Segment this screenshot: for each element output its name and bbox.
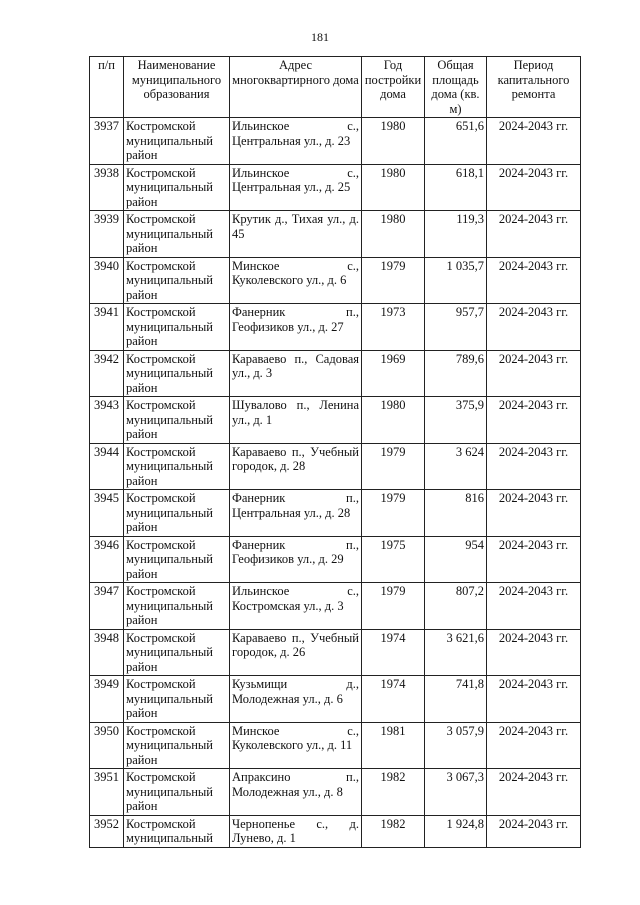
cell-address: Ильинское с., Центральная ул., д. 25 bbox=[230, 164, 362, 211]
cell-year: 1979 bbox=[362, 257, 425, 304]
header-municipality: Наименование муниципального образования bbox=[124, 57, 230, 118]
cell-period: 2024-2043 гг. bbox=[487, 443, 581, 490]
cell-address: Шувалово п., Ленина ул., д. 1 bbox=[230, 397, 362, 444]
table-row bbox=[90, 815, 581, 847]
table-row bbox=[90, 583, 581, 630]
cell-num: 3950 bbox=[90, 722, 124, 769]
table-row bbox=[90, 769, 581, 816]
cell-num: 3948 bbox=[90, 629, 124, 676]
cell-address: Ильинское с., Костромская ул., д. 3 bbox=[230, 583, 362, 630]
cell-address: Минское с., Куколевского ул., д. 6 bbox=[230, 257, 362, 304]
cell-num: 3940 bbox=[90, 257, 124, 304]
cell-period: 2024-2043 гг. bbox=[487, 350, 581, 397]
cell-period: 2024-2043 гг. bbox=[487, 629, 581, 676]
cell-area: 1 924,8 bbox=[425, 815, 487, 847]
cell-municipality: Костромской муниципальный район bbox=[124, 769, 230, 816]
cell-year: 1980 bbox=[362, 164, 425, 211]
cell-municipality: Костромской муниципальный район bbox=[124, 676, 230, 723]
page-number: 181 bbox=[311, 30, 329, 44]
cell-address: Фанерник п., Геофизиков ул., д. 27 bbox=[230, 304, 362, 351]
table-row bbox=[90, 629, 581, 676]
table-row bbox=[90, 536, 581, 583]
cell-num: 3945 bbox=[90, 490, 124, 537]
cell-year: 1980 bbox=[362, 397, 425, 444]
cell-address: Фанерник п., Центральная ул., д. 28 bbox=[230, 490, 362, 537]
table-row bbox=[90, 722, 581, 769]
cell-address: Фанерник п., Геофизиков ул., д. 29 bbox=[230, 536, 362, 583]
cell-period: 2024-2043 гг. bbox=[487, 722, 581, 769]
table-row bbox=[90, 676, 581, 723]
cell-num: 3946 bbox=[90, 536, 124, 583]
cell-area: 1 035,7 bbox=[425, 257, 487, 304]
cell-area: 816 bbox=[425, 490, 487, 537]
cell-municipality: Костромской муниципальный район bbox=[124, 211, 230, 258]
cell-period: 2024-2043 гг. bbox=[487, 211, 581, 258]
cell-num: 3938 bbox=[90, 164, 124, 211]
table-row bbox=[90, 397, 581, 444]
header-address: Адрес многоквартирного дома bbox=[230, 57, 362, 118]
cell-period: 2024-2043 гг. bbox=[487, 397, 581, 444]
cell-municipality: Костромской муниципальный район bbox=[124, 118, 230, 165]
cell-address: Крутик д., Тихая ул., д. 45 bbox=[230, 211, 362, 258]
cell-area: 957,7 bbox=[425, 304, 487, 351]
cell-address: Апраксино п., Молодежная ул., д. 8 bbox=[230, 769, 362, 816]
cell-municipality: Костромской муниципальный район bbox=[124, 583, 230, 630]
cell-num: 3947 bbox=[90, 583, 124, 630]
cell-year: 1969 bbox=[362, 350, 425, 397]
cell-num: 3937 bbox=[90, 118, 124, 165]
cell-address: Ильинское с., Центральная ул., д. 23 bbox=[230, 118, 362, 165]
cell-year: 1975 bbox=[362, 536, 425, 583]
table-row bbox=[90, 211, 581, 258]
cell-period: 2024-2043 гг. bbox=[487, 536, 581, 583]
cell-municipality: Костромской муниципальный район bbox=[124, 722, 230, 769]
cell-year: 1980 bbox=[362, 211, 425, 258]
header-period: Период капитального ремонта bbox=[487, 57, 581, 118]
cell-municipality: Костромской муниципальный район bbox=[124, 490, 230, 537]
cell-area: 3 067,3 bbox=[425, 769, 487, 816]
cell-address: Караваево п., Учебный городок, д. 28 bbox=[230, 443, 362, 490]
cell-year: 1981 bbox=[362, 722, 425, 769]
cell-address: Караваево п., Учебный городок, д. 26 bbox=[230, 629, 362, 676]
cell-num: 3952 bbox=[90, 815, 124, 847]
cell-year: 1979 bbox=[362, 583, 425, 630]
cell-municipality: Костромской муниципальный район bbox=[124, 397, 230, 444]
cell-municipality: Костромской муниципальный район bbox=[124, 257, 230, 304]
cell-year: 1982 bbox=[362, 815, 425, 847]
cell-area: 954 bbox=[425, 536, 487, 583]
cell-year: 1982 bbox=[362, 769, 425, 816]
cell-num: 3949 bbox=[90, 676, 124, 723]
cell-period: 2024-2043 гг. bbox=[487, 583, 581, 630]
cell-address: Кузьмищи д., Молодежная ул., д. 6 bbox=[230, 676, 362, 723]
cell-period: 2024-2043 гг. bbox=[487, 676, 581, 723]
cell-year: 1979 bbox=[362, 490, 425, 537]
cell-year: 1979 bbox=[362, 443, 425, 490]
header-num: п/п bbox=[90, 57, 124, 118]
cell-municipality: Костромской муниципальный район bbox=[124, 443, 230, 490]
cell-num: 3943 bbox=[90, 397, 124, 444]
cell-area: 119,3 bbox=[425, 211, 487, 258]
table-row bbox=[90, 257, 581, 304]
cell-period: 2024-2043 гг. bbox=[487, 490, 581, 537]
header-area: Общая площадь дома (кв. м) bbox=[425, 57, 487, 118]
cell-address: Минское с., Куколевского ул., д. 11 bbox=[230, 722, 362, 769]
cell-year: 1973 bbox=[362, 304, 425, 351]
cell-municipality: Костромской муниципальный район bbox=[124, 536, 230, 583]
cell-num: 3942 bbox=[90, 350, 124, 397]
cell-period: 2024-2043 гг. bbox=[487, 304, 581, 351]
cell-area: 3 057,9 bbox=[425, 722, 487, 769]
table-row bbox=[90, 164, 581, 211]
cell-year: 1974 bbox=[362, 629, 425, 676]
cell-municipality: Костромской муниципальный район bbox=[124, 304, 230, 351]
cell-period: 2024-2043 гг. bbox=[487, 118, 581, 165]
cell-num: 3951 bbox=[90, 769, 124, 816]
table-row bbox=[90, 304, 581, 351]
cell-address: Чернопенье с., д. Лунево, д. 1 bbox=[230, 815, 362, 847]
table-header-row bbox=[90, 57, 581, 118]
cell-year: 1980 bbox=[362, 118, 425, 165]
cell-area: 618,1 bbox=[425, 164, 487, 211]
cell-period: 2024-2043 гг. bbox=[487, 164, 581, 211]
cell-num: 3939 bbox=[90, 211, 124, 258]
cell-year: 1974 bbox=[362, 676, 425, 723]
cell-period: 2024-2043 гг. bbox=[487, 257, 581, 304]
cell-period: 2024-2043 гг. bbox=[487, 769, 581, 816]
cell-area: 807,2 bbox=[425, 583, 487, 630]
cell-num: 3944 bbox=[90, 443, 124, 490]
cell-area: 789,6 bbox=[425, 350, 487, 397]
cell-period: 2024-2043 гг. bbox=[487, 815, 581, 847]
cell-num: 3941 bbox=[90, 304, 124, 351]
cell-municipality: Костромской муниципальный район bbox=[124, 350, 230, 397]
cell-address: Караваево п., Садовая ул., д. 3 bbox=[230, 350, 362, 397]
cell-area: 3 624 bbox=[425, 443, 487, 490]
cell-municipality: Костромской муниципальный район bbox=[124, 629, 230, 676]
cell-area: 651,6 bbox=[425, 118, 487, 165]
cell-area: 375,9 bbox=[425, 397, 487, 444]
table-row bbox=[90, 443, 581, 490]
cell-area: 741,8 bbox=[425, 676, 487, 723]
cell-area: 3 621,6 bbox=[425, 629, 487, 676]
housing-registry-table bbox=[89, 56, 581, 848]
table-row bbox=[90, 118, 581, 165]
table-row bbox=[90, 490, 581, 537]
header-year: Год постройки дома bbox=[362, 57, 425, 118]
table-row bbox=[90, 350, 581, 397]
cell-municipality: Костромской муниципальный bbox=[124, 815, 230, 847]
cell-municipality: Костромской муниципальный район bbox=[124, 164, 230, 211]
